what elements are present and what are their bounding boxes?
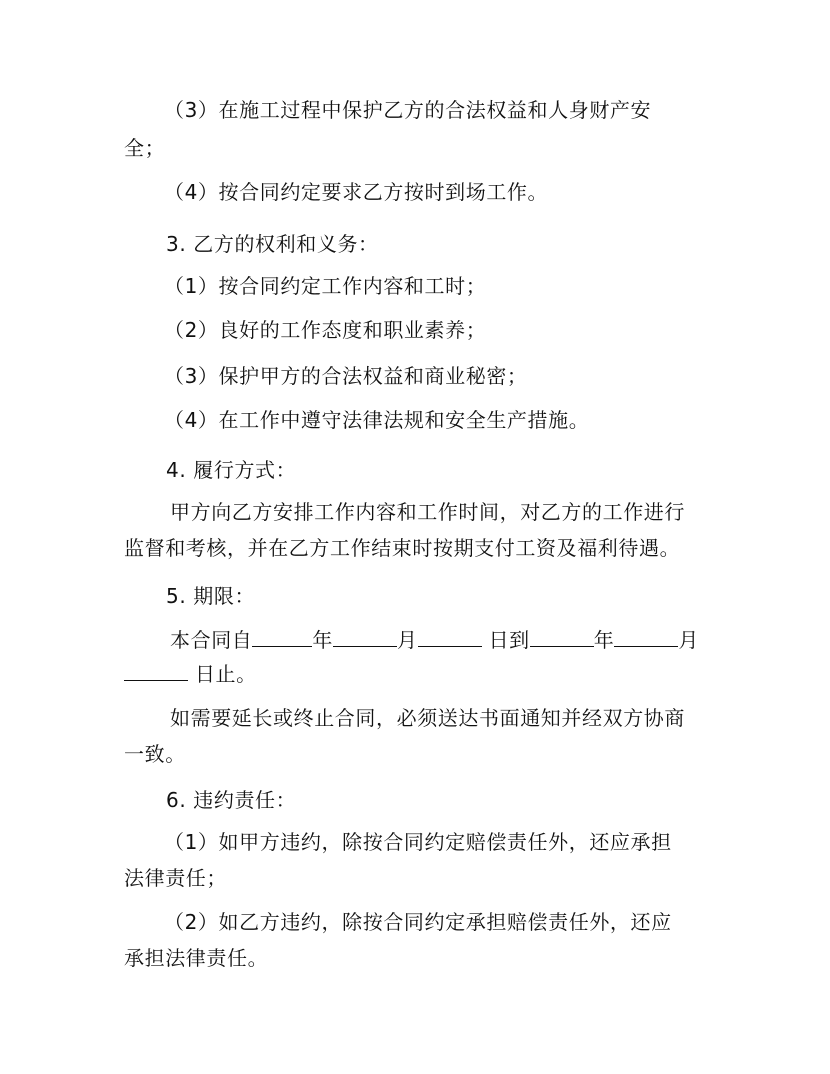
- paragraph-obligation-3-line1: （3）在施工过程中保护乙方的合法权益和人身财产安: [164, 98, 652, 122]
- term-end-label: 日止。: [188, 662, 257, 686]
- section-3-item-3: （3）保护甲方的合法权益和商业秘密；: [164, 364, 528, 388]
- term-start-month-blank: [333, 626, 397, 647]
- term-year-label-1: 年: [312, 628, 334, 652]
- section-6-item-1-line1: （1）如甲方违约，除按合同约定赔偿责任外，还应承担: [164, 830, 672, 854]
- section-4-heading: 4. 履行方式：: [166, 458, 297, 482]
- section-6-item-1-line2: 法律责任；: [124, 866, 227, 890]
- section-5-extension-line1: 如需要延长或终止合同，必须送达书面通知并经双方协商: [170, 706, 685, 730]
- paragraph-obligation-4: （4）按合同约定要求乙方按时到场工作。: [164, 180, 549, 204]
- section-5-extension-line2: 一致。: [124, 742, 186, 766]
- section-3-item-4: （4）在工作中遵守法律法规和安全生产措施。: [164, 408, 590, 432]
- term-prefix: 本合同自: [170, 628, 253, 652]
- paragraph-obligation-3-line2: 全；: [124, 136, 166, 160]
- term-end-month-blank: [614, 626, 678, 647]
- term-start-day-blank: [418, 626, 482, 647]
- term-end-day-blank: [124, 660, 188, 681]
- term-start-year-blank: [252, 626, 312, 647]
- section-4-body-line1: 甲方向乙方安排工作内容和工作时间，对乙方的工作进行: [170, 500, 685, 524]
- section-3-item-1: （1）按合同约定工作内容和工时；: [164, 274, 487, 298]
- term-year-label-2: 年: [593, 628, 615, 652]
- section-3-item-2: （2）良好的工作态度和职业素养；: [164, 318, 487, 342]
- section-6-heading: 6. 违约责任：: [166, 788, 297, 812]
- section-5-term-line1: [170, 626, 699, 654]
- section-6-item-2-line1: （2）如乙方违约，除按合同约定承担赔偿责任外，还应: [164, 910, 672, 934]
- term-day-to-label: 日到: [481, 628, 530, 652]
- section-5-heading: 5. 期限：: [166, 584, 256, 608]
- section-4-body-line2: 监督和考核，并在乙方工作结束时按期支付工资及福利待遇。: [124, 536, 681, 560]
- section-5-term-line2: [124, 660, 257, 688]
- section-6-item-2-line2: 承担法律责任。: [124, 946, 269, 970]
- term-month-label-2: 月: [678, 628, 700, 652]
- section-3-heading: 3. 乙方的权利和义务：: [166, 232, 379, 256]
- term-end-year-blank: [530, 626, 594, 647]
- term-month-label-1: 月: [397, 628, 418, 652]
